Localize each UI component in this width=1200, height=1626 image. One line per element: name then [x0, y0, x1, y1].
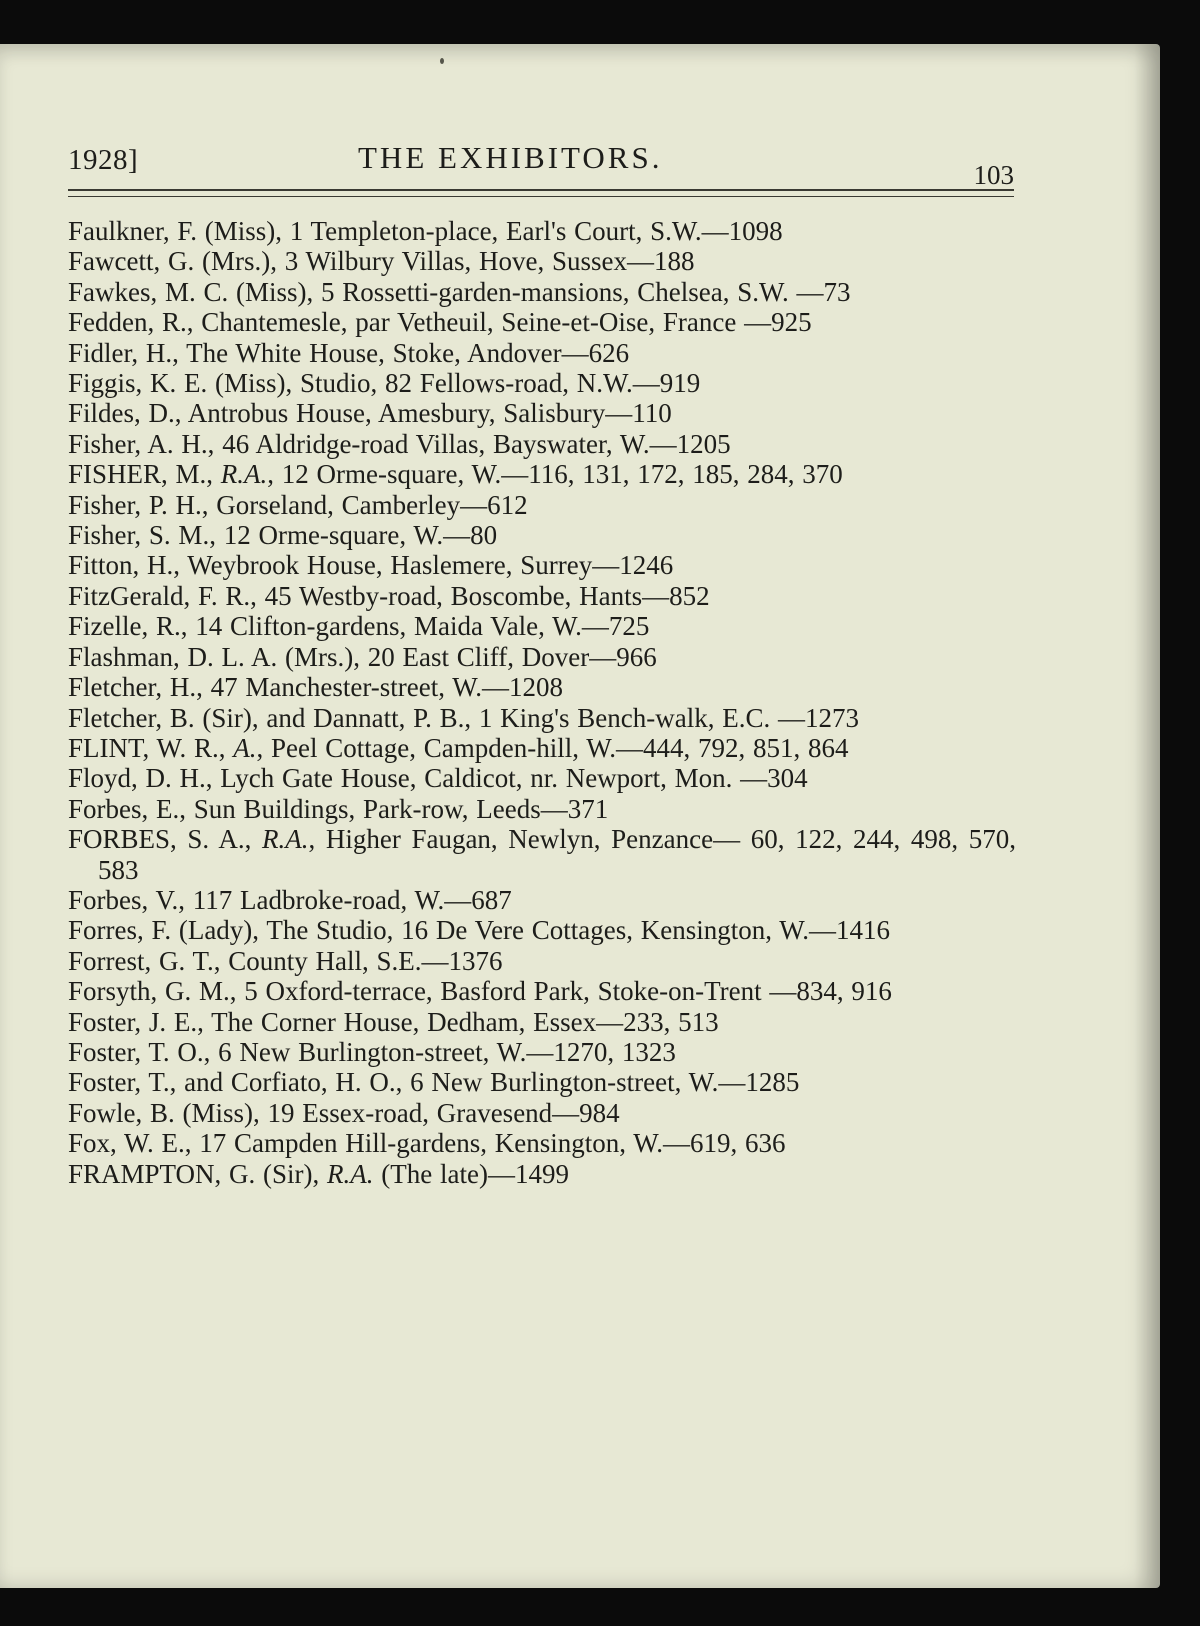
exhibitor-name: Forbes, E., [68, 793, 186, 824]
exhibitor-entry [68, 398, 1016, 428]
exhibitor-name: FORBES, S. A., [68, 824, 252, 855]
exhibitor-address-and-works: County Hall, S.E.—1376 [220, 945, 503, 976]
exhibitor-name: Fitton, H., [68, 550, 181, 581]
exhibitor-entry [68, 338, 1016, 368]
exhibitor-address-and-works: 5 Oxford-terrace, Basford Park, Stoke-on-Trent —834, 916 [236, 976, 892, 1007]
exhibitor-name: Fidler, H., [68, 337, 179, 368]
exhibitor-entry [68, 581, 1016, 611]
exhibitor-name: FitzGerald, F. R., [68, 580, 257, 611]
exhibitor-address-and-works: 6 New Burlington-street, W.—1285 [402, 1067, 800, 1098]
exhibitor-entry [68, 520, 1016, 550]
exhibitor-entry [68, 1098, 1016, 1128]
academy-title: R.A. [327, 1158, 374, 1189]
exhibitor-entry [68, 703, 1016, 733]
exhibitor-name: Foster, J. E., [68, 1006, 204, 1037]
exhibitor-address-and-works: 1 Templeton-place, Earl's Court, S.W.—1098 [282, 216, 783, 246]
exhibitor-entry [68, 611, 1016, 641]
exhibitor-name: Fletcher, H., [68, 672, 203, 703]
exhibitor-address-and-works: 117 Ladbroke-road, W.—687 [185, 884, 512, 915]
exhibitor-address-and-works: 5 Rossetti-garden-mansions, Chelsea, S.W. —73 [313, 276, 851, 307]
exhibitor-address-and-works: , Higher Faugan, Newlyn, Penzance— 60, 122, 244, 498, 570, 583 [98, 824, 1016, 885]
exhibitor-address-and-works: 14 Clifton-gardens, Maida Vale, W.—725 [187, 611, 650, 642]
exhibitor-name: Fisher, A. H., [68, 428, 215, 459]
exhibitor-name: Flashman, D. L. A. (Mrs.), [68, 641, 360, 672]
exhibitor-address-and-works: 45 Westby-road, Boscombe, Hants—852 [256, 580, 710, 611]
exhibitor-entry [68, 1128, 1016, 1158]
exhibitor-entry [68, 368, 1016, 398]
exhibitor-list [68, 216, 1016, 1189]
exhibitor-name: Forrest, G. T., [68, 945, 221, 976]
exhibitor-entry [68, 1037, 1016, 1067]
exhibitor-name: Fletcher, B. (Sir), and Dannatt, P. B., [68, 702, 472, 733]
exhibitor-address-and-works: 3 Wilbury Villas, Hove, Sussex—188 [276, 246, 695, 277]
header-year: 1928] [68, 144, 139, 176]
exhibitor-address-and-works: The Studio, 16 De Vere Cottages, Kensington, W.—1416 [259, 915, 891, 946]
exhibitor-entry [68, 642, 1016, 672]
exhibitor-entry [68, 307, 1016, 337]
exhibitor-entry [68, 490, 1016, 520]
exhibitor-entry [68, 1007, 1016, 1037]
academy-title: A. [233, 732, 257, 763]
exhibitor-entry [68, 915, 1016, 945]
exhibitor-name: Figgis, K. E. (Miss), [68, 368, 293, 399]
exhibitor-address-and-works: 1 King's Bench-walk, E.C. —1273 [471, 702, 859, 733]
exhibitor-address-and-works: Sun Buildings, Park-row, Leeds—371 [186, 793, 609, 824]
exhibitor-entry [68, 794, 1016, 824]
exhibitor-address-and-works: 17 Campden Hill-gardens, Kensington, W.—619, 636 [191, 1128, 786, 1159]
running-header [68, 140, 1014, 190]
exhibitor-name: Floyd, D. H., [68, 763, 213, 794]
exhibitor-address-and-works: The White House, Stoke, Andover—626 [178, 337, 630, 368]
exhibitor-name: Fowle, B. (Miss), [68, 1097, 260, 1128]
academy-title: R.A. [261, 824, 309, 855]
exhibitor-entry [68, 976, 1016, 1006]
exhibitor-address-and-works: The Corner House, Dedham, Essex—233, 513 [203, 1006, 719, 1037]
exhibitor-address-and-works: Gorseland, Camberley—612 [208, 489, 528, 520]
exhibitor-address-and-works: Studio, 82 Fellows-road, N.W.—919 [292, 368, 701, 399]
exhibitor-address-and-works: Weybrook House, Haslemere, Surrey—1246 [180, 550, 674, 581]
exhibitor-entry [68, 277, 1016, 307]
header-rule-thin [68, 196, 1014, 197]
exhibitor-name: Fisher, S. M., [68, 520, 216, 551]
exhibitor-entry [68, 1159, 1016, 1189]
exhibitor-name: Fox, W. E., [68, 1128, 192, 1159]
exhibitor-address-and-works: 46 Aldridge-road Villas, Bayswater, W.—1205 [214, 428, 731, 459]
exhibitor-entry [68, 216, 1016, 246]
exhibitor-address-and-works: 20 East Cliff, Dover—966 [359, 641, 657, 672]
exhibitor-entry [68, 885, 1016, 915]
exhibitor-name: Fisher, P. H., [68, 489, 209, 520]
exhibitor-address-and-works: 47 Manchester-street, W.—1208 [202, 672, 564, 703]
header-title: THE EXHIBITORS. [358, 140, 663, 175]
header-rule-thick [68, 189, 1014, 191]
academy-title: R.A. [220, 459, 268, 490]
exhibitor-address-and-works: Antrobus House, Amesbury, Salisbury—110 [181, 398, 672, 429]
exhibitor-name: Forbes, V., [68, 884, 186, 915]
exhibitor-name: Fawkes, M. C. (Miss), [68, 276, 314, 307]
paper-speck [440, 58, 444, 64]
exhibitor-address-and-works: (The late)—1499 [373, 1158, 569, 1189]
page-number: 103 [973, 160, 1014, 190]
exhibitor-name: Forres, F. (Lady), [68, 915, 260, 946]
exhibitor-address-and-works: , Peel Cottage, Campden-hill, W.—444, 792, 851, 864 [256, 732, 849, 763]
exhibitor-name: Forsyth, G. M., [68, 976, 237, 1007]
exhibitor-name: Fizelle, R., [68, 611, 188, 642]
exhibitor-name: Foster, T., and Corfiato, H. O., [68, 1067, 403, 1098]
exhibitor-entry [68, 824, 1016, 885]
exhibitor-name: FISHER, M., [68, 459, 214, 490]
exhibitor-name: FLINT, W. R., [68, 732, 226, 763]
exhibitor-entry [68, 733, 1016, 763]
exhibitor-address-and-works: 12 Orme-square, W.—80 [215, 520, 498, 551]
book-page [0, 44, 1160, 1588]
exhibitor-entry [68, 1067, 1016, 1097]
exhibitor-address-and-works: 6 New Burlington-street, W.—1270, 1323 [210, 1036, 676, 1067]
exhibitor-name: Faulkner, F. (Miss), [68, 216, 283, 246]
exhibitor-name: Fedden, R., [68, 307, 194, 338]
exhibitor-entry [68, 429, 1016, 459]
exhibitor-entry [68, 672, 1016, 702]
exhibitor-address-and-works: , 12 Orme-square, W.—116, 131, 172, 185, 284, 370 [267, 459, 843, 490]
exhibitor-name: Fawcett, G. (Mrs.), [68, 246, 277, 277]
exhibitor-address-and-works: Lych Gate House, Caldicot, nr. Newport, Mon. —304 [212, 763, 808, 794]
exhibitor-entry [68, 246, 1016, 276]
exhibitor-name: Fildes, D., [68, 398, 182, 429]
exhibitor-address-and-works: 19 Essex-road, Gravesend—984 [259, 1097, 620, 1128]
page-gutter-shadow [1134, 44, 1160, 1588]
exhibitor-name: Foster, T. O., [68, 1036, 211, 1067]
exhibitor-address-and-works: Chantemesle, par Vetheuil, Seine-et-Oise, France —925 [193, 307, 812, 338]
exhibitor-name: FRAMPTON, G. (Sir), [68, 1158, 320, 1189]
exhibitor-entry [68, 459, 1016, 489]
exhibitor-entry [68, 946, 1016, 976]
exhibitor-entry [68, 550, 1016, 580]
exhibitor-entry [68, 763, 1016, 793]
